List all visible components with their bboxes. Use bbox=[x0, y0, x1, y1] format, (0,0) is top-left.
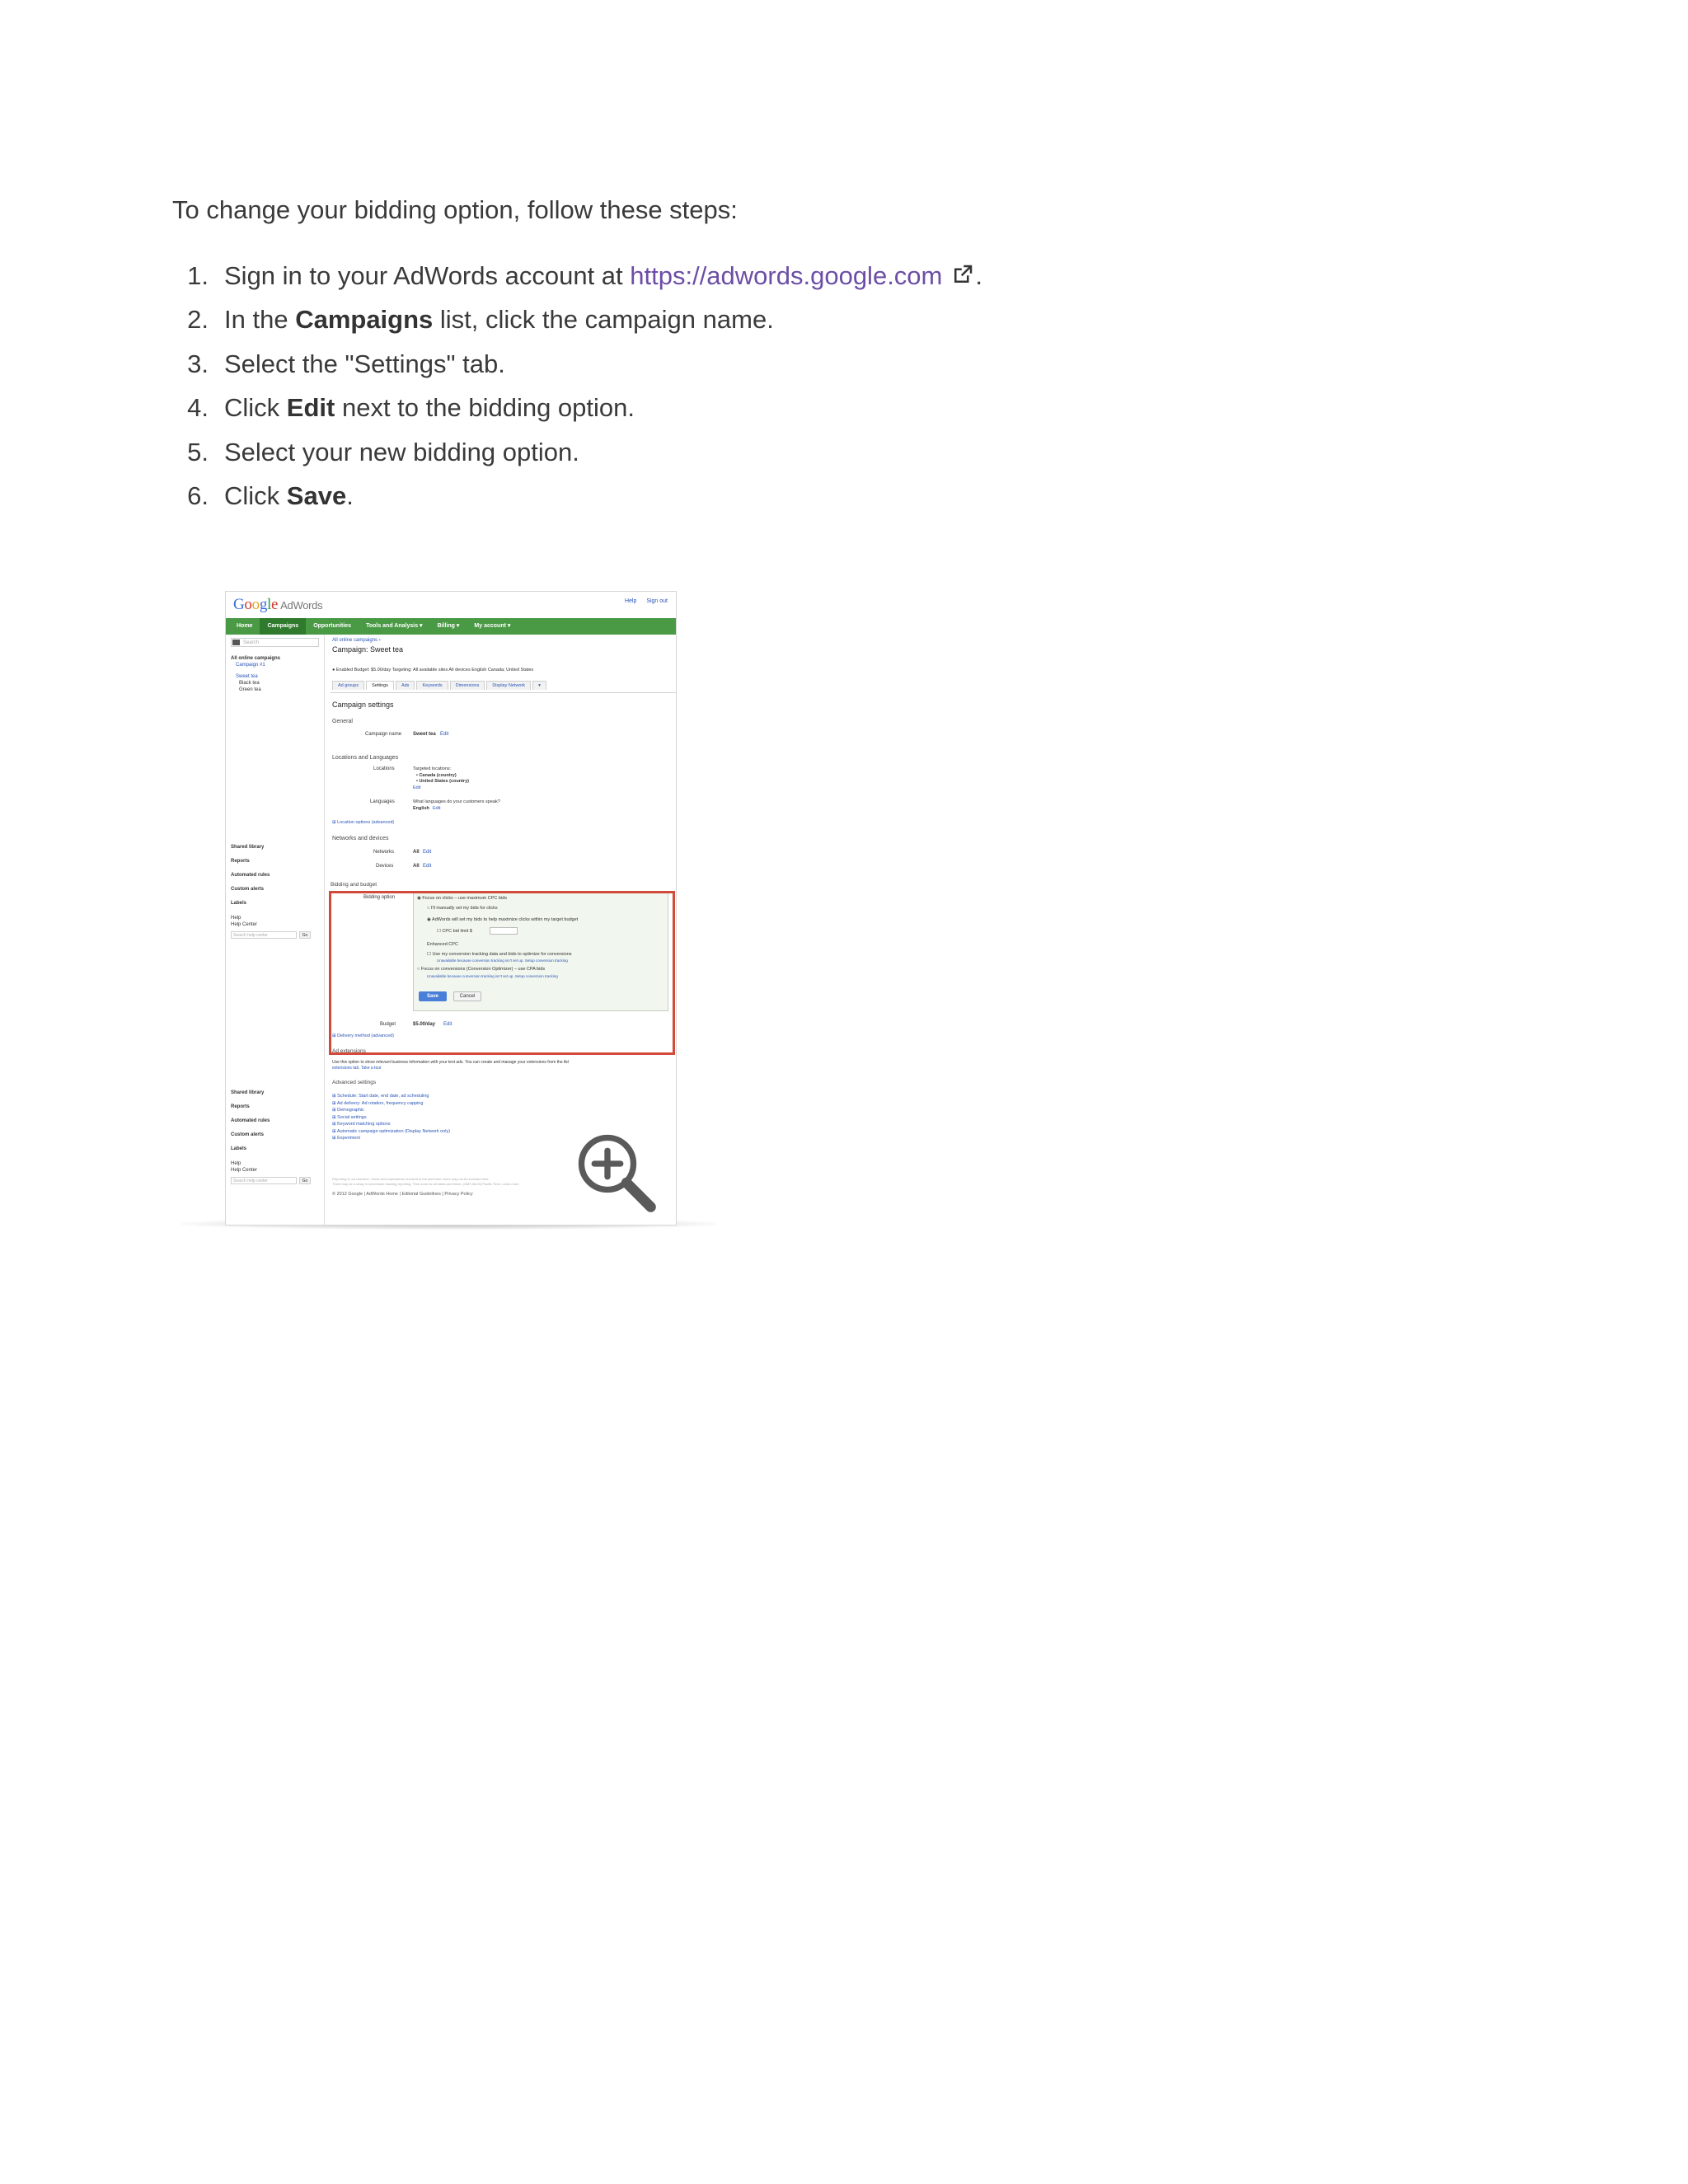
tab-dimensions[interactable]: Dimensions bbox=[450, 681, 485, 690]
steps-list bbox=[172, 260, 1326, 523]
step-number: 1. bbox=[187, 261, 209, 290]
step-number: 3. bbox=[187, 349, 209, 378]
nav-opportunities[interactable]: Opportunities bbox=[313, 623, 352, 629]
tab-more[interactable]: ▾ bbox=[532, 681, 546, 690]
step-text: Click Edit next to the bidding option. bbox=[224, 393, 635, 423]
tab-ad-groups[interactable]: Ad groups bbox=[332, 681, 364, 690]
ad-extensions-link[interactable]: extensions tab. Take a tour bbox=[332, 1066, 382, 1071]
step-text: Sign in to your AdWords account at https://adwords.google.com . bbox=[224, 261, 982, 290]
devices-edit[interactable]: Edit bbox=[423, 864, 432, 869]
conversion-tracking-checkbox[interactable]: ☐ Use my conversion tracking data and bids to optimize for conversions bbox=[427, 952, 572, 957]
adv-schedule[interactable]: ⊞ Schedule: Start date, end date, ad scheduling bbox=[332, 1094, 429, 1099]
sidebar-search[interactable]: Search bbox=[231, 638, 319, 647]
step-item bbox=[172, 260, 1326, 303]
languages-edit[interactable]: Edit bbox=[433, 806, 441, 811]
campaign-settings-heading: Campaign settings bbox=[332, 701, 394, 709]
tab-keywords[interactable]: Keywords bbox=[416, 681, 448, 690]
sidebar-help: Help bbox=[231, 916, 241, 921]
sidebar-green-tea[interactable]: Green tea bbox=[239, 687, 261, 692]
sidebar-sweet-tea[interactable]: Sweet tea bbox=[236, 674, 258, 679]
devices-label: Devices bbox=[376, 864, 394, 869]
location-canada: • Canada (country) bbox=[416, 773, 457, 778]
nav-tools[interactable]: Tools and Analysis ▾ bbox=[366, 623, 423, 629]
sidebar-campaign-1[interactable]: Campaign #1 bbox=[236, 663, 265, 668]
budget-edit[interactable]: Edit bbox=[443, 1022, 452, 1027]
campaign-name-edit[interactable]: Edit bbox=[440, 732, 449, 737]
general-heading: General bbox=[332, 719, 353, 724]
bidding-budget-heading: Bidding and budget bbox=[331, 882, 377, 888]
sidebar-labels[interactable]: Labels bbox=[231, 901, 247, 906]
networks-value: All bbox=[413, 850, 420, 855]
auto-bids-radio[interactable]: ◉ AdWords will set my bids to help maximize clicks within my target budget bbox=[427, 917, 579, 922]
enhanced-cpc-label: Enhanced CPC bbox=[427, 942, 458, 947]
adv-experiment[interactable]: ⊞ Experiment bbox=[332, 1136, 360, 1141]
nav-campaigns[interactable]: Campaigns bbox=[260, 618, 306, 635]
help-search-input[interactable]: Search help center bbox=[231, 931, 297, 939]
footer-note-2: There may be a delay in conversion tracking reporting. Time zone for all dates and times: (GMT-08:00) Pacific Time. Learn more bbox=[332, 1182, 519, 1186]
nav-my-account[interactable]: My account ▾ bbox=[474, 623, 511, 629]
budget-value: $5.00/day bbox=[413, 1022, 436, 1027]
sidebar-automated-rules[interactable]: Automated rules bbox=[231, 873, 270, 878]
budget-label: Budget bbox=[380, 1022, 396, 1027]
step-item bbox=[172, 303, 1326, 347]
tab-settings[interactable]: Settings bbox=[366, 681, 394, 690]
footer-links[interactable]: © 2012 Google | AdWords Home | Editorial Guidelines | Privacy Policy bbox=[332, 1192, 473, 1197]
adwords-header bbox=[226, 592, 676, 618]
targeted-locations: Targeted locations: bbox=[413, 766, 452, 771]
tab-display-network[interactable]: Display Network bbox=[486, 681, 531, 690]
help-go-button[interactable]: Go bbox=[299, 931, 311, 939]
help-link[interactable]: Help bbox=[624, 598, 637, 604]
header-links bbox=[617, 598, 668, 604]
intro-text: To change your bidding option, follow these steps: bbox=[172, 195, 738, 224]
locations-label: Locations bbox=[373, 766, 395, 771]
adv-social[interactable]: ⊞ Social settings bbox=[332, 1114, 367, 1120]
step-number: 2. bbox=[187, 305, 209, 335]
campaign-name-value: Sweet tea bbox=[413, 732, 436, 737]
adv-keyword-matching[interactable]: ⊞ Keyword matching options bbox=[332, 1122, 391, 1127]
step-item bbox=[172, 348, 1326, 391]
tab-ads[interactable]: Ads bbox=[396, 681, 415, 690]
save-button[interactable]: Save bbox=[419, 991, 447, 1001]
networks-edit[interactable]: Edit bbox=[423, 850, 432, 855]
step-number: 5. bbox=[187, 437, 209, 466]
adv-demographic[interactable]: ⊞ Demographic bbox=[332, 1108, 364, 1113]
sidebar-black-tea[interactable]: Black tea bbox=[239, 681, 260, 686]
zoom-in-icon[interactable] bbox=[573, 1129, 659, 1216]
networks-label: Networks bbox=[373, 850, 395, 855]
networks-devices-heading: Networks and devices bbox=[332, 836, 389, 841]
sidebar-labels[interactable]: Labels bbox=[231, 1146, 247, 1151]
ad-extensions-heading: Ad extensions bbox=[332, 1048, 366, 1054]
campaign-tabs bbox=[332, 681, 548, 690]
sidebar bbox=[226, 635, 325, 1225]
conversion-unavailable-note[interactable]: Unavailable because conversion tracking isn't set up. Setup conversion tracking bbox=[437, 958, 568, 963]
step-number: 6. bbox=[187, 480, 209, 510]
sidebar-automated-rules[interactable]: Automated rules bbox=[231, 1118, 270, 1123]
sidebar-reports[interactable]: Reports bbox=[231, 1104, 250, 1109]
delivery-method-link[interactable]: ⊞ Delivery method (advanced) bbox=[332, 1033, 394, 1038]
bidding-option-label: Bidding option bbox=[363, 895, 396, 900]
nav-billing[interactable]: Billing ▾ bbox=[437, 623, 460, 629]
focus-conversions-radio[interactable]: ○ Focus on conversions (Conversion Optimizer) – use CPA bids bbox=[417, 967, 546, 972]
help-go-button[interactable]: Go bbox=[299, 1177, 311, 1184]
sidebar-menu-lower bbox=[231, 1086, 311, 1184]
location-options-link[interactable]: ⊞ Location options (advanced) bbox=[332, 820, 395, 825]
sidebar-help-center[interactable]: Help Center bbox=[231, 922, 258, 927]
breadcrumb[interactable]: All online campaigns › bbox=[332, 638, 381, 643]
adwords-link[interactable]: https://adwords.google.com bbox=[630, 261, 943, 290]
google-adwords-logo: Google AdWords bbox=[233, 596, 323, 613]
step-text: Select the "Settings" tab. bbox=[224, 349, 505, 378]
campaign-title: Campaign: Sweet tea bbox=[332, 645, 404, 654]
sidebar-shared-library[interactable]: Shared library bbox=[231, 845, 265, 850]
sidebar-reports[interactable]: Reports bbox=[231, 859, 250, 864]
sidebar-help-center[interactable]: Help Center bbox=[231, 1168, 258, 1173]
manual-bids-radio[interactable]: ○ I'll manually set my bids for clicks bbox=[427, 906, 498, 911]
sidebar-help: Help bbox=[231, 1161, 241, 1166]
sidebar-custom-alerts[interactable]: Custom alerts bbox=[231, 1132, 265, 1137]
advanced-settings-list bbox=[332, 1093, 450, 1142]
nav-home[interactable]: Home bbox=[237, 623, 253, 629]
help-search-input[interactable]: Search help center bbox=[231, 1177, 297, 1184]
external-link-icon[interactable] bbox=[950, 262, 975, 287]
languages-question: What languages do your customers speak? bbox=[413, 799, 500, 804]
step-item bbox=[172, 391, 1326, 435]
step-number: 4. bbox=[187, 393, 209, 423]
adv-auto-optimization[interactable]: ⊞ Automatic campaign optimization (Display Network only) bbox=[332, 1128, 451, 1134]
locations-edit[interactable]: Edit bbox=[413, 785, 421, 790]
focus-clicks-radio[interactable]: ◉ Focus on clicks – use maximum CPC bids bbox=[417, 896, 508, 901]
footer-note: Reporting is not real-time. Clicks and impressions received in the last three hours may not be included here. bbox=[332, 1177, 490, 1181]
campaign-name-label: Campaign name bbox=[365, 732, 402, 737]
tabs-divider bbox=[331, 692, 677, 693]
step-text: In the Campaigns list, click the campaign name. bbox=[224, 305, 774, 335]
step-item bbox=[172, 480, 1326, 523]
location-us: • United States (country) bbox=[416, 779, 469, 784]
sidebar-custom-alerts[interactable]: Custom alerts bbox=[231, 887, 265, 892]
sidebar-menu-upper bbox=[231, 841, 311, 939]
step-text: Click Save. bbox=[224, 480, 354, 510]
conversion-unavailable-note-2[interactable]: Unavailable because conversion tracking isn't set up. Setup conversion tracking bbox=[427, 974, 558, 978]
adv-ad-delivery[interactable]: ⊞ Ad delivery: Ad rotation, frequency capping bbox=[332, 1100, 424, 1106]
sidebar-shared-library[interactable]: Shared library bbox=[231, 1090, 265, 1095]
main-nav bbox=[226, 618, 676, 635]
campaign-status-line: ● Enabled Budget: $5.00/day Targeting: All available sites All devices English Canada; United States bbox=[332, 668, 534, 673]
ad-extensions-text: Use this option to show relevant business information with your text ads. You can create and manage your extensions from the Ad bbox=[332, 1060, 569, 1065]
devices-value: All bbox=[413, 864, 420, 869]
step-text: Select your new bidding option. bbox=[224, 437, 579, 466]
step-item bbox=[172, 436, 1326, 480]
cancel-button[interactable]: Cancel bbox=[453, 991, 481, 1001]
bidding-highlight-box bbox=[329, 891, 675, 1055]
languages-value: English bbox=[413, 806, 429, 811]
languages-label: Languages bbox=[370, 799, 395, 804]
sidebar-all-campaigns[interactable]: All online campaigns bbox=[231, 656, 281, 661]
sign-out-link[interactable]: Sign out bbox=[646, 598, 668, 604]
locations-languages-heading: Locations and Languages bbox=[332, 755, 399, 761]
advanced-settings-heading: Advanced settings bbox=[332, 1080, 377, 1085]
cpc-bid-limit-checkbox[interactable]: ☐ CPC bid limit $ bbox=[437, 929, 472, 934]
